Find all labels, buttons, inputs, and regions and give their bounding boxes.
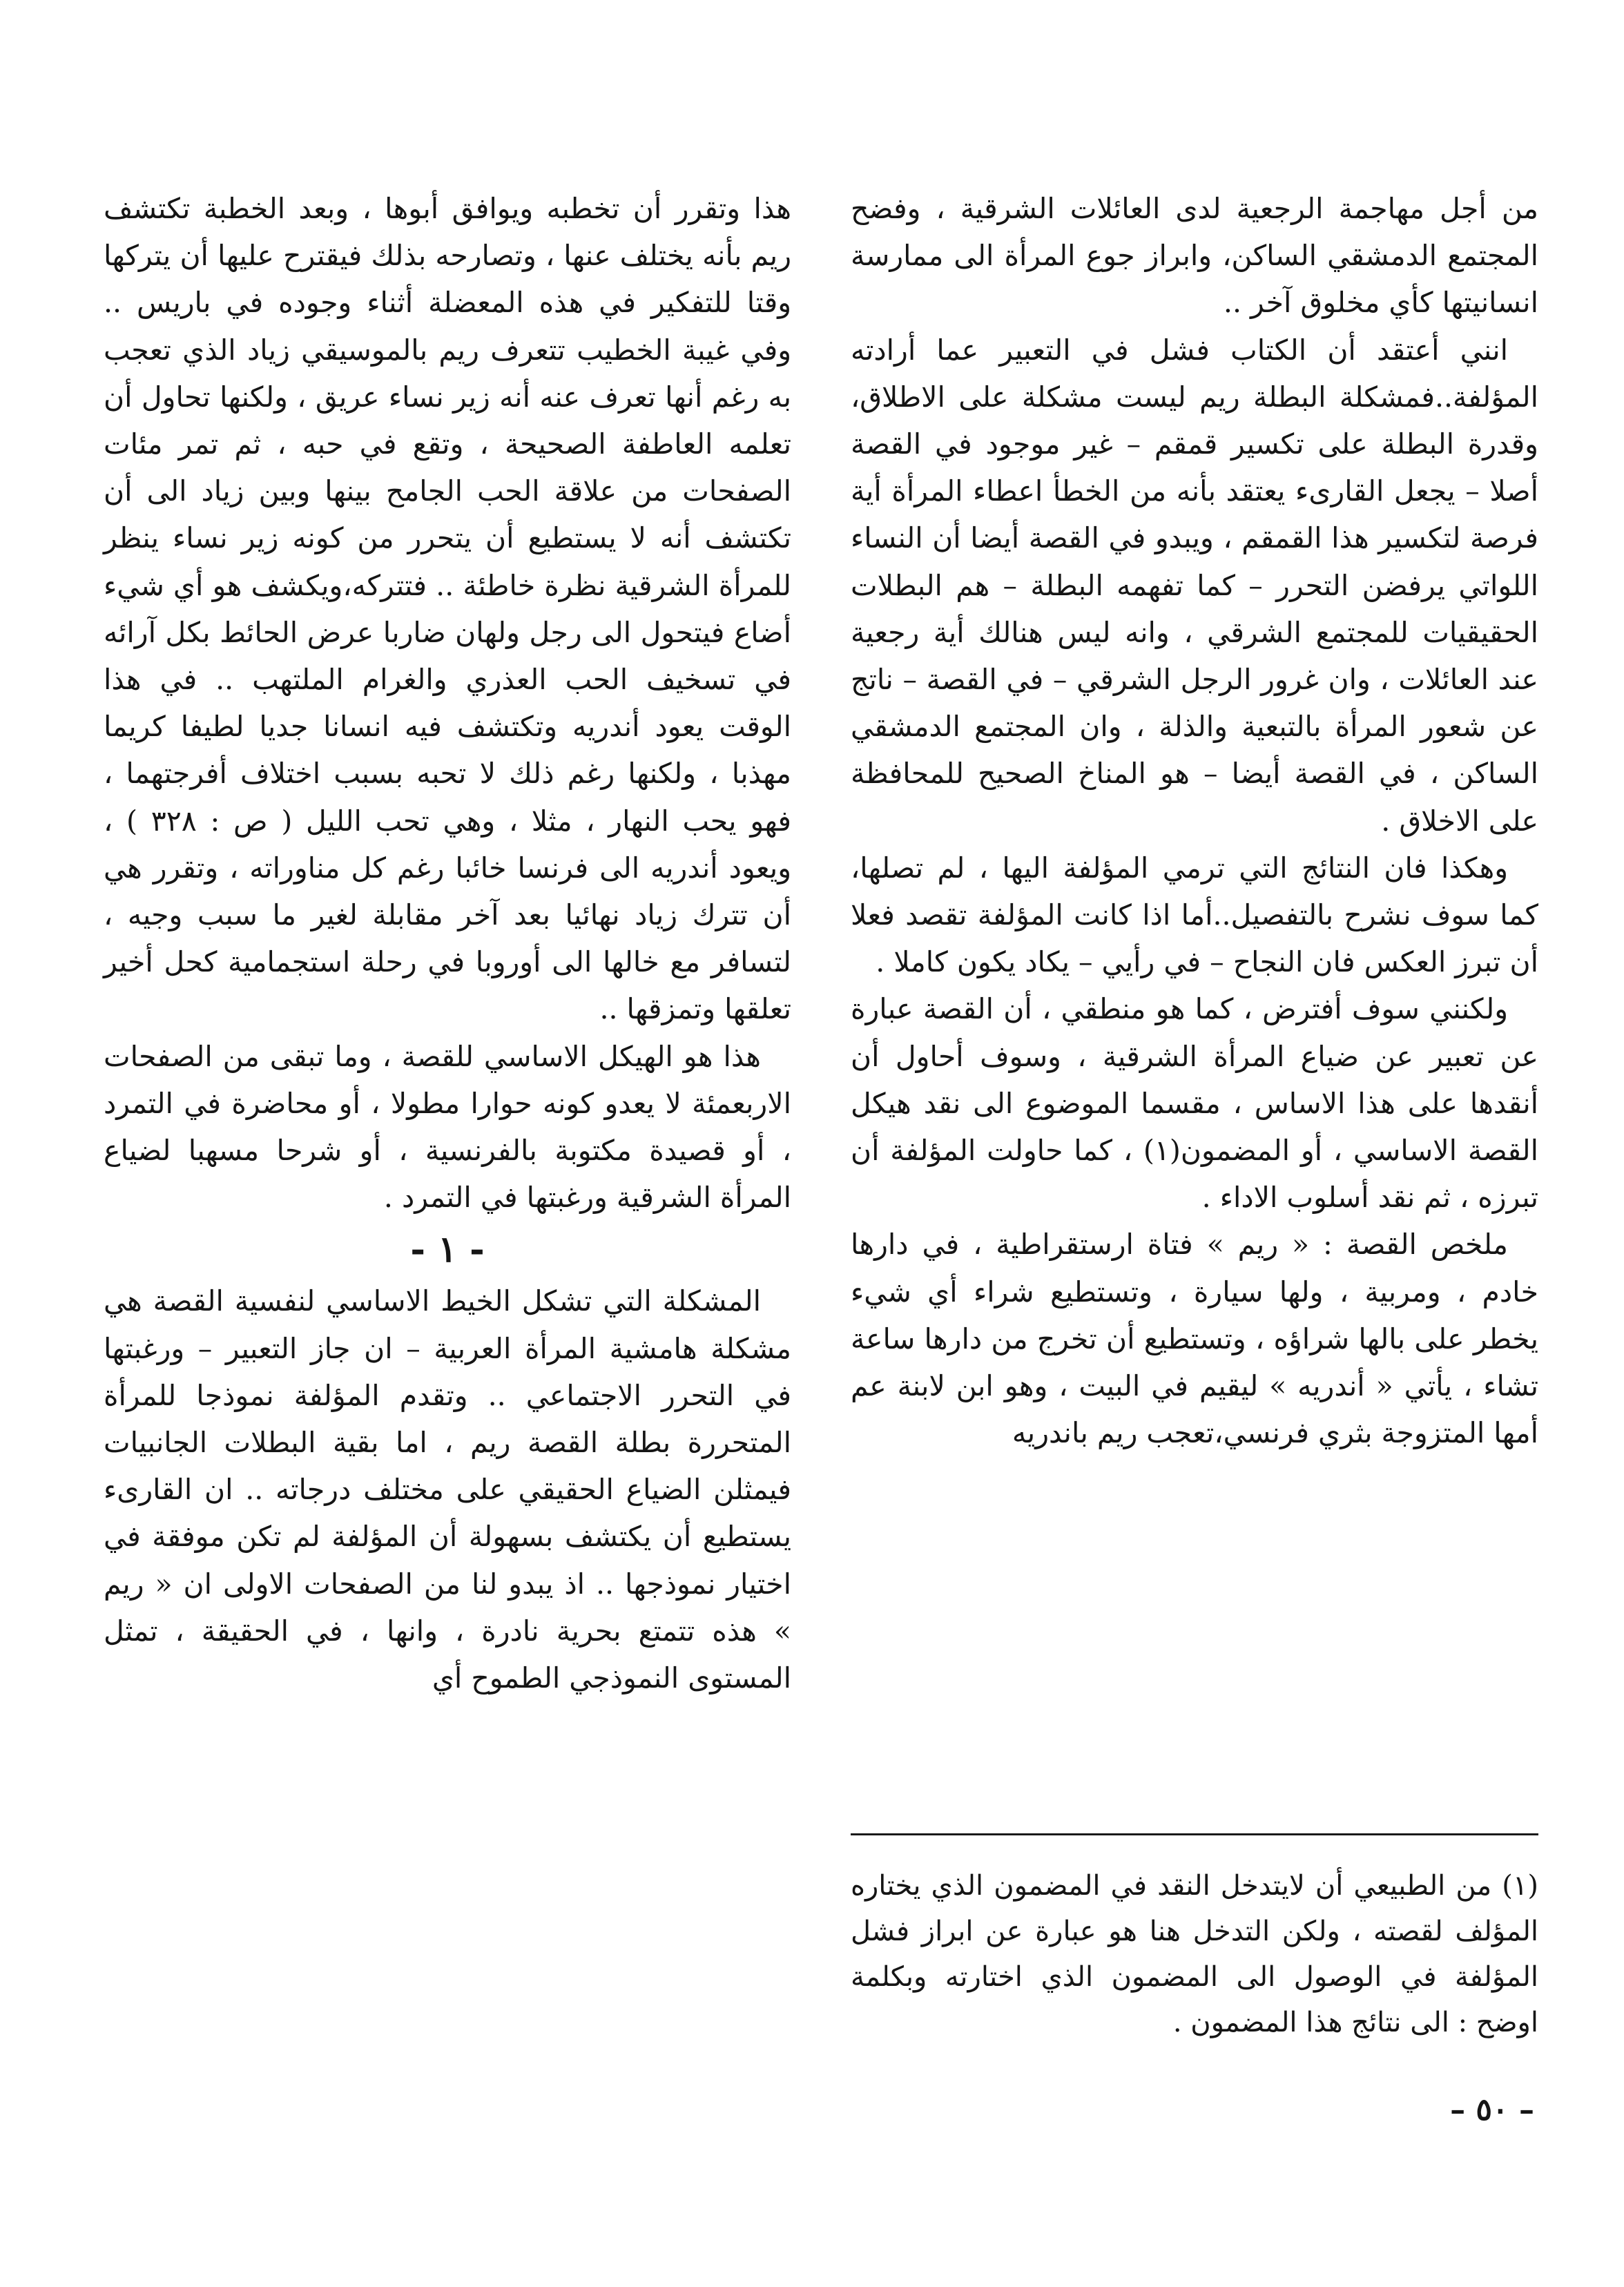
paragraph-left-3: المشكلة التي تشكل الخيط الاساسي لنفسية القصة هي مشكلة هامشية المرأة العربية – ان جاز التعبير – ورغبتها في التحرر الاجتماعي .. وتقدم المؤلفة نموذجا للمرأة المتحررة بطلة القصة ريم ، اما بقية البطلات الجانبيات فيمثلن الضياع الحقيقي على مختلف درجاته .. ان القارىء يستطيع أن يكتشف بسهولة أن المؤلفة لم تكن موفقة في اختيار نموذجها .. اذ يبدو لنا من الصفحات الاولى ان « ريم » هذه تتمتع بحرية نادرة ، وانها ، في الحقيقة ، تمثل المستوى النموذجي الطموح أي (104, 1284, 791, 1695)
paragraph-right-3: وهكذا فان النتائج التي ترمي المؤلفة اليها ، لم تصلها، كما سوف نشرح بالتفصيل..أما اذا كانت المؤلفة تقصد فعلا أن تبرز العكس فان النجاح – في رأيي – يكاد يكون كاملا . (851, 851, 1538, 979)
paragraph-left-2: هذا هو الهيكل الاساسي للقصة ، وما تبقى من الصفحات الاربعمئة لا يعدو كونه حوارا مطولا ، أو محاضرة في التمرد ، أو قصيدة مكتوبة بالفرنسية ، أو شرحا مسهبا لضياع المرأة الشرقية ورغبتها في التمرد . (104, 1039, 791, 1215)
left-column (104, 185, 791, 1701)
section-heading: - ١ - (410, 1228, 485, 1271)
paragraph-right-4: ولكنني سوف أفترض ، كما هو منطقي ، أن القصة عبارة عن تعبير عن ضياع المرأة الشرقية ، وسوف أحاول أن أنقدها على هذا الاساس ، مقسما الموضوع الى نقد هيكل القصة الاساسي ، أو المضمون(١) ، كما حاولت المؤلفة أن تبرزه ، ثم نقد أسلوب الاداء . (851, 992, 1538, 1215)
paragraph-left-1: هذا وتقرر أن تخطبه ويوافق أبوها ، وبعد الخطبة تكتشف ريم بأنه يختلف عنها ، وتصارحه بذلك فيقترح عليها أن يتركها وقتا للتفكير في هذه المعضلة أثناء وجوده في باريس .. وفي غيبة الخطيب تتعرف ريم بالموسيقي زياد الذي تعجب به رغم أنها تعرف عنه أنه زير نساء عريق ، ولكنها تحاول أن تعلمه العاطفة الصحيحة ، وتقع في حبه ، ثم تمر مئات الصفحات من علاقة الحب الجامح بينها وبين زياد الى أن تكتشف أنه لا يستطيع أن يتحرر من كونه زير نساء ينظر للمرأة الشرقية نظرة خاطئة .. فتتركه،ويكشف هو أي شيء أضاع فيتحول الى رجل ولهان ضاربا عرض الحائط بكل آرائه في تسخيف الحب العذري والغرام الملتهب .. في هذا الوقت يعود أندريه وتكتشف فيه انسانا جديا لطيفا كريما مهذبا ، ولكنها رغم ذلك لا تحبه بسبب اختلاف أفرجتهما ، فهو يحب النهار ، مثلا ، وهي تحب الليل ( ص : ٣٢٨ ) ، ويعود أندريه الى فرنسا خائبا رغم كل مناوراته ، وتقرر هي أن تترك زياد نهائيا بعد آخر مقابلة لغير ما سبب وجيه ، لتسافر مع خالها الى أوروبا في رحلة استجمامية كحل أخير تعلقها وتمزقها .. (104, 192, 791, 1026)
paragraph-right-2: انني أعتقد أن الكتاب فشل في التعبير عما أرادته المؤلفة..فمشكلة البطلة ريم ليست مشكلة على الاطلاق، وقدرة البطلة على تكسير قمقم – غير موجود في القصة أصلا – يجعل القارىء يعتقد بأنه من الخطأ اعطاء المرأة أية فرصة لتكسير هذا القمقم ، ويبدو في القصة أيضا أن النساء اللواتي يرفضن التحرر – كما تفهمه البطلة – هم البطلات الحقيقيات للمجتمع الشرقي ، وانه ليس هنالك أية رجعية عند العائلات ، وان غرور الرجل الشرقي – في القصة – ناتج عن شعور المرأة بالتبعية والذلة ، وان المجتمع الدمشقي الساكن ، في القصة أيضا – هو المناخ الصحيح للمحافظة على الاخلاق . (851, 333, 1538, 838)
footnote-divider (851, 1833, 1538, 1835)
footnote-text: (١) من الطبيعي أن لايتدخل النقد في المضمون الذي يختاره المؤلف لقصته ، ولكن التدخل هنا هو عبارة عن ابراز فشل المؤلفة في الوصول الى المضمون الذي اختارته وبكلمة اوضح : الى نتائج هذا المضمون . (851, 1870, 1538, 2038)
paragraph-right-5: ملخص القصة : « ريم » فتاة ارستقراطية ، في دارها خادم ، ومربية ، ولها سيارة ، وتستطيع شراء أي شيء يخطر على بالها شراؤه ، وتستطيع أن تخرج من دارها ساعة تشاء ، يأتي « أندريه » ليقيم في البيت ، وهو ابن لابنة عم أمها المتزوجة بثري فرنسي،تعجب ريم باندريه (851, 1228, 1538, 1450)
paragraph-right-1: من أجل مهاجمة الرجعية لدى العائلات الشرقية ، وفضح المجتمع الدمشقي الساكن، وابراز جوع المرأة الى ممارسة انسانيتها كأي مخلوق آخر .. (851, 192, 1538, 320)
footnote (851, 1863, 1538, 2045)
right-column (851, 185, 1538, 1456)
page-number: – ٥٠ – (1450, 2092, 1534, 2127)
